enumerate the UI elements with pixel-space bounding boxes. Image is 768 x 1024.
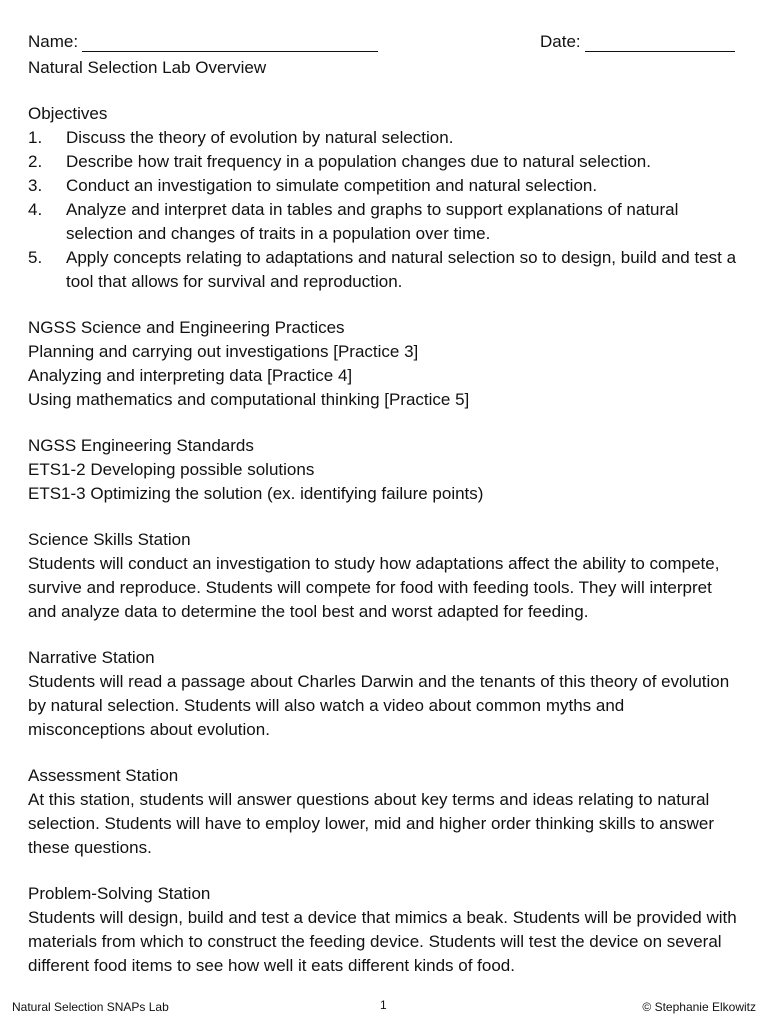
objective-text: Discuss the theory of evolution by natural selection. <box>66 128 454 147</box>
date-label: Date: <box>540 32 581 51</box>
standard-line: ETS1-2 Developing possible solutions <box>28 460 315 479</box>
narrative-heading: Narrative Station <box>28 648 155 667</box>
name-label: Name: <box>28 32 79 51</box>
date-blank-line[interactable] <box>585 33 735 52</box>
practice-line: Planning and carrying out investigations [Practice 3] <box>28 342 419 361</box>
objectives-heading: Objectives <box>28 104 108 123</box>
objectives-section <box>28 102 740 294</box>
assessment-text: At this station, students will answer questions about key terms and ideas relating to natural selection. Students will have to employ lower, mid and higher order thinking skills to answer these questions. <box>28 790 715 857</box>
practice-line: Using mathematics and computational thinking [Practice 5] <box>28 390 470 409</box>
objective-text: Conduct an investigation to simulate competition and natural selection. <box>66 176 598 195</box>
objective-text: Analyze and interpret data in tables and graphs to support explanations of natural selection and changes of traits in a population over time. <box>66 200 679 243</box>
page-footer <box>12 1000 756 1018</box>
practices-section <box>28 316 740 412</box>
narrative-text: Students will read a passage about Charles Darwin and the tenants of this theory of evolution by natural selection. Students will also watch a video about common myths and misconceptions about evolution. <box>28 672 730 739</box>
objective-number: 3. <box>28 176 43 195</box>
name-field <box>28 32 378 52</box>
objective-text: Apply concepts relating to adaptations and natural selection so to design, build and test a tool that allows for survival and reproduction. <box>66 248 737 291</box>
footer-copyright: © Stephanie Elkowitz <box>642 1000 756 1014</box>
objective-number: 4. <box>28 200 43 219</box>
practices-heading: NGSS Science and Engineering Practices <box>28 318 345 337</box>
problem-solving-section <box>28 882 740 978</box>
date-field <box>540 32 735 52</box>
science-skills-heading: Science Skills Station <box>28 530 191 549</box>
standards-section <box>28 434 740 506</box>
science-skills-section <box>28 528 740 624</box>
page-number: 1 <box>380 998 387 1012</box>
header-row <box>28 32 740 56</box>
document-subtitle: Natural Selection Lab Overview <box>28 58 267 77</box>
problem-solving-heading: Problem-Solving Station <box>28 884 211 903</box>
objectives-list <box>28 126 740 294</box>
objective-item <box>28 198 740 246</box>
objective-item <box>28 126 740 150</box>
standards-heading: NGSS Engineering Standards <box>28 436 254 455</box>
standard-line: ETS1-3 Optimizing the solution (ex. identifying failure points) <box>28 484 484 503</box>
footer-lab-title: Natural Selection SNAPs Lab <box>12 1000 169 1014</box>
assessment-section <box>28 764 740 860</box>
narrative-section <box>28 646 740 742</box>
objective-text: Describe how trait frequency in a population changes due to natural selection. <box>66 152 651 171</box>
objective-item <box>28 174 740 198</box>
objective-number: 2. <box>28 152 43 171</box>
science-skills-text: Students will conduct an investigation to study how adaptations affect the ability to compete, survive and reproduce. Students will compete for food with feeding tools. They will interpret and analyze data to determine the tool best and worst adapted for feeding. <box>28 554 720 621</box>
worksheet-page <box>28 32 740 978</box>
assessment-heading: Assessment Station <box>28 766 179 785</box>
problem-solving-text: Students will design, build and test a device that mimics a beak. Students will be provided with materials from which to construct the feeding device. Students will test the device on several different food items to see how well it eats different kinds of food. <box>28 908 737 975</box>
practice-line: Analyzing and interpreting data [Practice 4] <box>28 366 353 385</box>
name-blank-line[interactable] <box>82 33 378 52</box>
objective-number: 1. <box>28 128 43 147</box>
objective-number: 5. <box>28 248 43 267</box>
objective-item <box>28 246 740 294</box>
objective-item <box>28 150 740 174</box>
